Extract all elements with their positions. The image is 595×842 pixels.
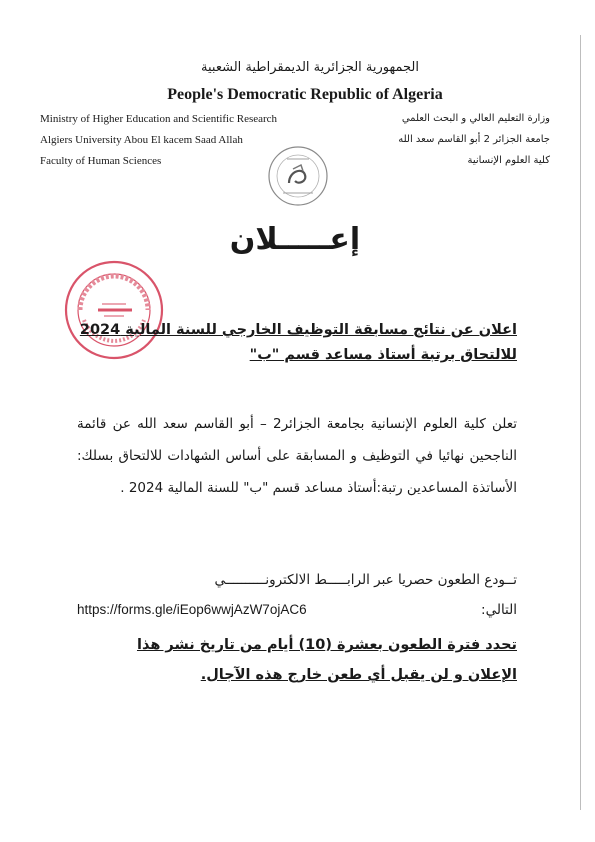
appeals-deposit	[77, 565, 517, 625]
margin-line	[580, 35, 581, 810]
faculty-ar: كلية العلوم الإنسانية	[467, 155, 550, 166]
deposit-line-1: تــودع الطعون حصريا عبر الرابـــــط الالكترونــــــــــي	[214, 572, 517, 588]
ministry-ar: وزارة التعليم العالي و البحث العلمي	[401, 113, 550, 124]
announcement-body: تعلن كلية العلوم الإنسانية بجامعة الجزائر2 – أبو القاسم سعد الله عن قائمة الناجحين نهائيا في التوظيف و المسابقة على أساس الشهادات للالتحاق بسلك: الأساتذة المساعدين رتبة:أستاذ مساعد قسم "ب" للسنة المالية 2024 .	[77, 416, 518, 496]
university-logo	[267, 145, 329, 207]
header-left-block	[40, 111, 300, 174]
deposit-line-2	[77, 595, 517, 625]
appeal-form-link[interactable]: https://forms.gle/iEop6wwjAzW7ojAC6	[77, 602, 307, 617]
announcement-title: إعـــــلان	[229, 222, 361, 257]
deadline-line-2: الإعلان و لن يقبل أي طعن خارج هذه الآجال.	[200, 667, 517, 683]
deposit-label: التالي:	[481, 602, 517, 618]
heading-line-2: للالتحاق برتبة أستاذ مساعد قسم "ب"	[249, 347, 517, 363]
heading-line-1: اعلان عن نتائج مسابقة التوظيف الخارجي للسنة المالية 2024	[79, 322, 517, 338]
republic-name-arabic: الجمهورية الجزائرية الديمقراطية الشعبية	[201, 60, 419, 75]
faculty-en: Faculty of Human Sciences	[40, 155, 162, 167]
university-en: Algiers University Abou El kacem Saad Allah	[40, 134, 243, 146]
republic-name-english: People's Democratic Republic of Algeria	[167, 86, 443, 103]
appeals-deadline	[77, 630, 517, 690]
header-right-block	[330, 111, 550, 174]
deadline-line-1: تحدد فترة الطعون بعشرة (10) أيام من تاريخ نشر هذا	[136, 637, 517, 653]
university-ar: جامعة الجزائر 2 أبو القاسم سعد الله	[398, 134, 550, 145]
ministry-en: Ministry of Higher Education and Scientific Research	[40, 113, 278, 125]
announcement-heading	[79, 318, 517, 368]
